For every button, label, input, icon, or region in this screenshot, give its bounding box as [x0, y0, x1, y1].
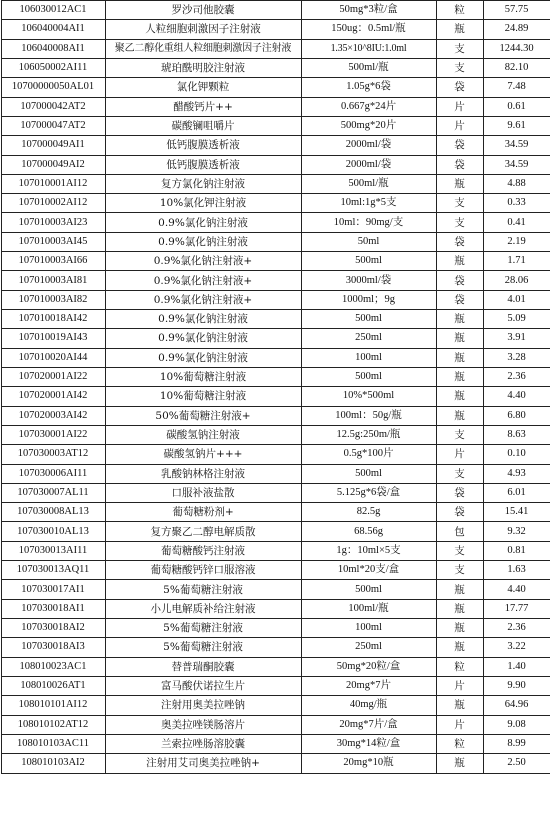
drug-spec-cell: 3000ml/袋 — [301, 271, 436, 290]
drug-unit-cell: 袋 — [436, 232, 483, 251]
drug-name-cell: 口服补液盐散 — [105, 483, 301, 502]
table-row — [1, 310, 550, 329]
drug-code-cell: 106050002AI11 — [1, 58, 105, 77]
drug-name-cell: 0.9%氯化钠注射液 — [105, 310, 301, 329]
drug-name-cell: 注射用艾司奥美拉唑钠+ — [105, 754, 301, 773]
drug-price-cell: 57.75 — [483, 1, 550, 20]
drug-price-cell: 4.40 — [483, 580, 550, 599]
drug-price-cell: 6.01 — [483, 483, 550, 502]
drug-unit-cell: 瓶 — [436, 348, 483, 367]
drug-price-cell: 0.81 — [483, 541, 550, 560]
table-row — [1, 97, 550, 116]
drug-spec-cell: 30mg*14粒/盒 — [301, 734, 436, 753]
drug-code-cell: 107030006AI11 — [1, 464, 105, 483]
drug-name-cell: 乳酸钠林格注射液 — [105, 464, 301, 483]
table-row — [1, 155, 550, 174]
drug-unit-cell: 支 — [436, 39, 483, 58]
drug-name-cell: 葡萄糖粉剂+ — [105, 503, 301, 522]
drug-code-cell: 107030010AL13 — [1, 522, 105, 541]
drug-code-cell: 107010002AI12 — [1, 194, 105, 213]
drug-name-cell: 兰索拉唑肠溶胶囊 — [105, 734, 301, 753]
drug-spec-cell: 20mg*7片/盒 — [301, 715, 436, 734]
drug-price-cell: 64.96 — [483, 696, 550, 715]
drug-price-cell: 4.88 — [483, 174, 550, 193]
drug-name-cell: 富马酸伏诺拉生片 — [105, 676, 301, 695]
drug-name-cell: 5%葡萄糖注射液 — [105, 619, 301, 638]
table-body — [1, 1, 550, 774]
drug-price-cell: 4.01 — [483, 290, 550, 309]
drug-spec-cell: 10ml*20支/盒 — [301, 561, 436, 580]
drug-price-cell: 0.41 — [483, 213, 550, 232]
drug-code-cell: 107010020AI44 — [1, 348, 105, 367]
drug-price-cell: 1.63 — [483, 561, 550, 580]
drug-price-cell: 3.22 — [483, 638, 550, 657]
drug-price-cell: 7.48 — [483, 78, 550, 97]
drug-spec-cell: 100ml — [301, 619, 436, 638]
table-row — [1, 522, 550, 541]
table-row — [1, 715, 550, 734]
drug-name-cell: 氯化钾颗粒 — [105, 78, 301, 97]
table-row — [1, 425, 550, 444]
drug-unit-cell: 袋 — [436, 271, 483, 290]
drug-code-cell: 107000049AI2 — [1, 155, 105, 174]
table-row — [1, 734, 550, 753]
drug-unit-cell: 粒 — [436, 1, 483, 20]
drug-spec-cell: 0.667g*24片 — [301, 97, 436, 116]
drug-price-cell: 0.61 — [483, 97, 550, 116]
drug-name-cell: 0.9%氯化钠注射液 — [105, 213, 301, 232]
table-row — [1, 194, 550, 213]
drug-name-cell: 50%葡萄糖注射液+ — [105, 406, 301, 425]
drug-code-cell: 107020001AI22 — [1, 367, 105, 386]
drug-unit-cell: 片 — [436, 445, 483, 464]
table-row — [1, 20, 550, 39]
table-row — [1, 58, 550, 77]
drug-price-cell: 1.71 — [483, 252, 550, 271]
drug-unit-cell: 袋 — [436, 155, 483, 174]
table-row — [1, 367, 550, 386]
drug-spec-cell: 100ml/瓶 — [301, 599, 436, 618]
drug-unit-cell: 瓶 — [436, 638, 483, 657]
drug-code-cell: 107000047AT2 — [1, 116, 105, 135]
drug-code-cell: 108010103AC11 — [1, 734, 105, 753]
drug-price-cell: 28.06 — [483, 271, 550, 290]
drug-spec-cell: 2000ml/袋 — [301, 136, 436, 155]
drug-spec-cell: 500ml/瓶 — [301, 58, 436, 77]
table-row — [1, 232, 550, 251]
table-row — [1, 78, 550, 97]
drug-spec-cell: 82.5g — [301, 503, 436, 522]
drug-code-cell: 106040008AI1 — [1, 39, 105, 58]
table-row — [1, 464, 550, 483]
drug-price-cell: 17.77 — [483, 599, 550, 618]
drug-name-cell: 聚乙二醇化重组人粒细胞刺激因子注射液 — [105, 39, 301, 58]
drug-spec-cell: 20mg*7片 — [301, 676, 436, 695]
drug-code-cell: 107000042AT2 — [1, 97, 105, 116]
drug-unit-cell: 瓶 — [436, 599, 483, 618]
table-row — [1, 696, 550, 715]
drug-unit-cell: 瓶 — [436, 406, 483, 425]
drug-name-cell: 奥美拉唑镁肠溶片 — [105, 715, 301, 734]
drug-name-cell: 葡萄糖酸钙锌口服溶液 — [105, 561, 301, 580]
drug-price-cell: 1.40 — [483, 657, 550, 676]
drug-spec-cell: 10%*500ml — [301, 387, 436, 406]
drug-unit-cell: 袋 — [436, 503, 483, 522]
table-row — [1, 252, 550, 271]
drug-unit-cell: 瓶 — [436, 252, 483, 271]
drug-unit-cell: 瓶 — [436, 367, 483, 386]
drug-name-cell: 0.9%氯化钠注射液+ — [105, 290, 301, 309]
drug-name-cell: 复方氯化钠注射液 — [105, 174, 301, 193]
drug-unit-cell: 支 — [436, 541, 483, 560]
drug-code-cell: 106040004AI1 — [1, 20, 105, 39]
table-row — [1, 387, 550, 406]
drug-unit-cell: 支 — [436, 213, 483, 232]
drug-price-cell: 0.33 — [483, 194, 550, 213]
drug-unit-cell: 瓶 — [436, 580, 483, 599]
table-row — [1, 174, 550, 193]
drug-price-cell: 34.59 — [483, 136, 550, 155]
drug-spec-cell: 500ml — [301, 464, 436, 483]
drug-code-cell: 107030013AQ11 — [1, 561, 105, 580]
drug-spec-cell: 10ml：90mg/支 — [301, 213, 436, 232]
table-row — [1, 754, 550, 773]
drug-code-cell: 107010003AI66 — [1, 252, 105, 271]
table-row — [1, 580, 550, 599]
drug-code-cell: 107030003AT12 — [1, 445, 105, 464]
drug-name-cell: 人粒细胞刺激因子注射液 — [105, 20, 301, 39]
drug-code-cell: 107020001AI42 — [1, 387, 105, 406]
drug-code-cell: 107030013AI11 — [1, 541, 105, 560]
drug-price-cell: 5.09 — [483, 310, 550, 329]
table-row — [1, 676, 550, 695]
table-row — [1, 561, 550, 580]
drug-unit-cell: 片 — [436, 715, 483, 734]
drug-name-cell: 小儿电解质补给注射液 — [105, 599, 301, 618]
drug-unit-cell: 粒 — [436, 657, 483, 676]
drug-unit-cell: 袋 — [436, 78, 483, 97]
drug-unit-cell: 片 — [436, 97, 483, 116]
drug-unit-cell: 瓶 — [436, 696, 483, 715]
drug-code-cell: 107030001AI22 — [1, 425, 105, 444]
drug-spec-cell: 100ml：50g/瓶 — [301, 406, 436, 425]
drug-code-cell: 107010001AI12 — [1, 174, 105, 193]
drug-price-cell: 24.89 — [483, 20, 550, 39]
drug-spec-cell: 2000ml/袋 — [301, 155, 436, 174]
table-row — [1, 39, 550, 58]
drug-unit-cell: 片 — [436, 116, 483, 135]
drug-name-cell: 低钙腹膜透析液 — [105, 136, 301, 155]
drug-code-cell: 107030017AI1 — [1, 580, 105, 599]
table-row — [1, 599, 550, 618]
drug-price-cell: 2.36 — [483, 619, 550, 638]
table-row — [1, 1, 550, 20]
drug-unit-cell: 瓶 — [436, 174, 483, 193]
drug-name-cell: 葡萄糖酸钙注射液 — [105, 541, 301, 560]
drug-code-cell: 106030012AC1 — [1, 1, 105, 20]
drug-spec-cell: 1g：10ml×5支 — [301, 541, 436, 560]
drug-spec-cell: 1.35×10^8IU:1.0ml — [301, 39, 436, 58]
table-row — [1, 657, 550, 676]
drug-name-cell: 0.9%氯化钠注射液+ — [105, 271, 301, 290]
drug-name-cell: 罗沙司他胶囊 — [105, 1, 301, 20]
drug-spec-cell: 250ml — [301, 329, 436, 348]
drug-spec-cell: 50mg*3粒/盒 — [301, 1, 436, 20]
drug-name-cell: 低钙腹膜透析液 — [105, 155, 301, 174]
drug-unit-cell: 瓶 — [436, 310, 483, 329]
drug-unit-cell: 片 — [436, 676, 483, 695]
drug-spec-cell: 500ml/瓶 — [301, 174, 436, 193]
drug-name-cell: 10%氯化钾注射液 — [105, 194, 301, 213]
drug-spec-cell: 68.56g — [301, 522, 436, 541]
table-row — [1, 348, 550, 367]
drug-code-cell: 108010102AT12 — [1, 715, 105, 734]
drug-spec-cell: 500ml — [301, 580, 436, 599]
drug-name-cell: 0.9%氯化钠注射液 — [105, 232, 301, 251]
drug-code-cell: 107030007AL11 — [1, 483, 105, 502]
drug-spec-cell: 50mg*20粒/盒 — [301, 657, 436, 676]
drug-price-cell: 9.08 — [483, 715, 550, 734]
drug-code-cell: 108010103AI2 — [1, 754, 105, 773]
drug-price-cell: 4.93 — [483, 464, 550, 483]
drug-price-cell: 8.63 — [483, 425, 550, 444]
drug-name-cell: 复方聚乙二醇电解质散 — [105, 522, 301, 541]
drug-price-cell: 3.28 — [483, 348, 550, 367]
drug-spec-cell: 500ml — [301, 252, 436, 271]
drug-code-cell: 107030018AI1 — [1, 599, 105, 618]
drug-price-cell: 9.32 — [483, 522, 550, 541]
drug-unit-cell: 袋 — [436, 483, 483, 502]
drug-code-cell: 107030018AI2 — [1, 619, 105, 638]
table-row — [1, 271, 550, 290]
drug-name-cell: 0.9%氯化钠注射液 — [105, 348, 301, 367]
drug-name-cell: 5%葡萄糖注射液 — [105, 638, 301, 657]
drug-price-cell: 8.99 — [483, 734, 550, 753]
drug-unit-cell: 包 — [436, 522, 483, 541]
table-row — [1, 329, 550, 348]
drug-name-cell: 0.9%氯化钠注射液+ — [105, 252, 301, 271]
table-row — [1, 619, 550, 638]
drug-code-cell: 107010018AI42 — [1, 310, 105, 329]
drug-unit-cell: 瓶 — [436, 619, 483, 638]
drug-spec-cell: 500ml — [301, 367, 436, 386]
drug-name-cell: 0.9%氯化钠注射液 — [105, 329, 301, 348]
drug-unit-cell: 瓶 — [436, 329, 483, 348]
table-row — [1, 213, 550, 232]
drug-code-cell: 10700000050AL01 — [1, 78, 105, 97]
drug-price-cell: 6.80 — [483, 406, 550, 425]
drug-spec-cell: 1.05g*6袋 — [301, 78, 436, 97]
drug-code-cell: 107010003AI81 — [1, 271, 105, 290]
drug-name-cell: 5%葡萄糖注射液 — [105, 580, 301, 599]
drug-price-cell: 2.36 — [483, 367, 550, 386]
drug-price-cell: 3.91 — [483, 329, 550, 348]
drug-code-cell: 107030018AI3 — [1, 638, 105, 657]
table-row — [1, 445, 550, 464]
drug-price-cell: 9.90 — [483, 676, 550, 695]
drug-unit-cell: 支 — [436, 464, 483, 483]
drug-spec-cell: 0.5g*100片 — [301, 445, 436, 464]
drug-code-cell: 107010019AI43 — [1, 329, 105, 348]
drug-code-cell: 108010026AT1 — [1, 676, 105, 695]
drug-spec-cell: 12.5g:250m/瓶 — [301, 425, 436, 444]
drug-code-cell: 107030008AL13 — [1, 503, 105, 522]
drug-price-cell: 15.41 — [483, 503, 550, 522]
drug-code-cell: 107020003AI42 — [1, 406, 105, 425]
drug-price-cell: 1244.30 — [483, 39, 550, 58]
drug-name-cell: 10%葡萄糖注射液 — [105, 367, 301, 386]
drug-code-cell: 107010003AI82 — [1, 290, 105, 309]
drug-unit-cell: 支 — [436, 58, 483, 77]
drug-price-cell: 82.10 — [483, 58, 550, 77]
drug-unit-cell: 支 — [436, 561, 483, 580]
table-row — [1, 290, 550, 309]
drug-price-cell: 9.61 — [483, 116, 550, 135]
drug-name-cell: 醋酸钙片++ — [105, 97, 301, 116]
drug-code-cell: 108010101AI12 — [1, 696, 105, 715]
drug-spec-cell: 150ug：0.5ml/瓶 — [301, 20, 436, 39]
drug-unit-cell: 瓶 — [436, 20, 483, 39]
drug-unit-cell: 支 — [436, 425, 483, 444]
table-row — [1, 503, 550, 522]
drug-unit-cell: 瓶 — [436, 754, 483, 773]
drug-spec-cell: 500mg*20片 — [301, 116, 436, 135]
drug-name-cell: 碳酸镧咀嚼片 — [105, 116, 301, 135]
drug-spec-cell: 5.125g*6袋/盒 — [301, 483, 436, 502]
drug-spec-cell: 1000ml；9g — [301, 290, 436, 309]
drug-spec-cell: 250ml — [301, 638, 436, 657]
drug-code-cell: 107000049AI1 — [1, 136, 105, 155]
drug-spec-cell: 50ml — [301, 232, 436, 251]
table-row — [1, 116, 550, 135]
drug-spec-cell: 10ml:1g*5支 — [301, 194, 436, 213]
table-row — [1, 638, 550, 657]
drug-price-cell: 2.19 — [483, 232, 550, 251]
drug-code-cell: 108010023AC1 — [1, 657, 105, 676]
drug-name-cell: 10%葡萄糖注射液 — [105, 387, 301, 406]
table-row — [1, 136, 550, 155]
drug-name-cell: 替普瑞酮胶囊 — [105, 657, 301, 676]
drug-unit-cell: 袋 — [436, 290, 483, 309]
drug-price-cell: 34.59 — [483, 155, 550, 174]
drug-price-cell: 2.50 — [483, 754, 550, 773]
drug-spec-cell: 500ml — [301, 310, 436, 329]
table-row — [1, 483, 550, 502]
drug-code-cell: 107010003AI45 — [1, 232, 105, 251]
drug-spec-cell: 20mg*10瓶 — [301, 754, 436, 773]
drug-unit-cell: 支 — [436, 194, 483, 213]
drug-name-cell: 碳酸氢钠片+++ — [105, 445, 301, 464]
drug-unit-cell: 袋 — [436, 136, 483, 155]
drug-name-cell: 注射用奥美拉唑钠 — [105, 696, 301, 715]
drug-name-cell: 琥珀酰明胶注射液 — [105, 58, 301, 77]
drug-price-cell: 4.40 — [483, 387, 550, 406]
drug-code-cell: 107010003AI23 — [1, 213, 105, 232]
table-row — [1, 406, 550, 425]
drug-price-cell: 0.10 — [483, 445, 550, 464]
drug-unit-cell: 瓶 — [436, 387, 483, 406]
drug-spec-cell: 100ml — [301, 348, 436, 367]
table-row — [1, 541, 550, 560]
drug-name-cell: 碳酸氢钠注射液 — [105, 425, 301, 444]
drug-price-table — [1, 0, 550, 774]
drug-spec-cell: 40mg/瓶 — [301, 696, 436, 715]
drug-unit-cell: 粒 — [436, 734, 483, 753]
